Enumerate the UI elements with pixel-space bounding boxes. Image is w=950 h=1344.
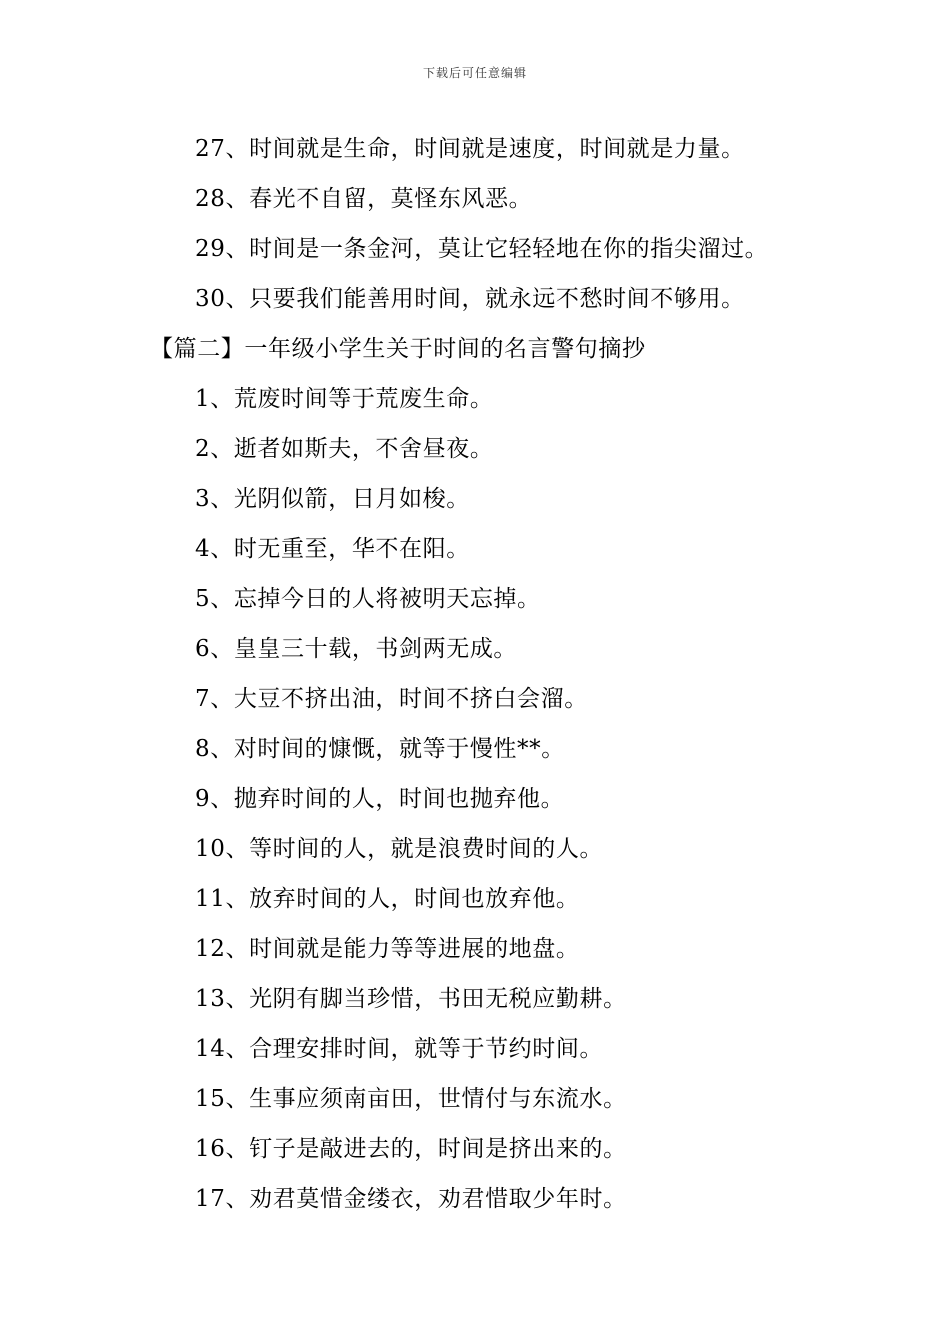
quote-line: 4、时无重至，华不在阳。 [195,536,470,562]
page-header: 下载后可任意编辑 [422,66,527,80]
quote-line: 10、等时间的人，就是浪费时间的人。 [195,836,604,862]
quote-line: 5、忘掉今日的人将被明天忘掉。 [195,586,541,612]
quote-line: 13、光阴有脚当珍惜，书田无税应勤耕。 [195,986,627,1012]
quote-line: 12、时间就是能力等等进展的地盘。 [195,936,580,962]
quote-line: 9、抛弃时间的人，时间也抛弃他。 [195,786,565,812]
quote-line: 29、时间是一条金河，莫让它轻轻地在你的指尖溜过。 [195,236,769,262]
quote-line: 17、劝君莫惜金缕衣，劝君惜取少年时。 [195,1186,627,1212]
quote-line: 30、只要我们能善用时间，就永远不愁时间不够用。 [195,286,745,312]
quote-line: 28、春光不自留，莫怪东风恶。 [195,186,533,212]
quote-line: 27、时间就是生命，时间就是速度，时间就是力量。 [195,136,745,162]
quote-line: 7、大豆不挤出油，时间不挤白会溜。 [195,686,588,712]
quote-line: 16、钉子是敲进去的，时间是挤出来的。 [195,1136,627,1162]
quote-line: 1、荒废时间等于荒废生命。 [195,386,494,412]
quote-line: 3、光阴似箭，日月如梭。 [195,486,470,512]
quote-line: 11、放弃时间的人，时间也放弃他。 [195,886,580,912]
quote-line: 15、生事应须南亩田，世情付与东流水。 [195,1086,627,1112]
quote-line: 2、逝者如斯夫，不舍昼夜。 [195,436,494,462]
quote-line: 14、合理安排时间，就等于节约时间。 [195,1036,604,1062]
quote-line: 8、对时间的慷慨，就等于慢性**。 [195,736,565,762]
quote-line: 6、皇皇三十载，书剑两无成。 [195,636,518,662]
section-heading: 【篇二】一年级小学生关于时间的名言警句摘抄 [150,336,646,362]
